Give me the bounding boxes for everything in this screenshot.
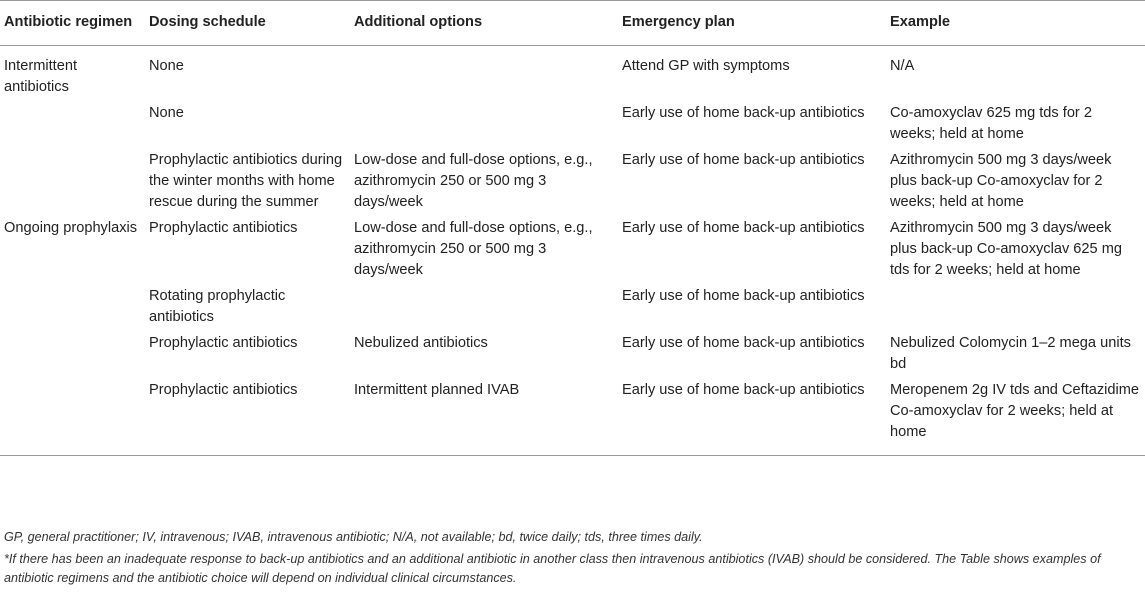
cell-dosing: None xyxy=(149,58,184,74)
cell-options: Low-dose and full-dose options, e.g., azithromycin 250 or 500 mg 3 days/week xyxy=(354,152,593,210)
table-row xyxy=(0,103,1145,150)
header-emergency-plan: Emergency plan xyxy=(618,1,886,46)
table-row xyxy=(0,150,1145,218)
header-antibiotic-regimen: Antibiotic regimen xyxy=(0,1,145,46)
table-row xyxy=(0,286,1145,333)
table-row xyxy=(0,46,1145,104)
cell-dosing: Prophylactic antibiotics xyxy=(149,382,298,398)
cell-emergency: Early use of home back-up antibiotics xyxy=(622,382,865,398)
table-footnotes xyxy=(4,528,1142,588)
cell-emergency: Early use of home back-up antibiotics xyxy=(622,288,865,304)
cell-emergency: Attend GP with symptoms xyxy=(622,58,790,74)
table-row xyxy=(0,380,1145,455)
cell-options xyxy=(350,286,618,333)
cell-options: Low-dose and full-dose options, e.g., azithromycin 250 or 500 mg 3 days/week xyxy=(354,220,593,278)
header-row xyxy=(0,1,1145,46)
cell-dosing: Prophylactic antibiotics during the winter months with home rescue during the summer xyxy=(149,152,343,210)
cell-options: Nebulized antibiotics xyxy=(354,335,488,351)
header-additional-options: Additional options xyxy=(350,1,618,46)
cell-regimen: Ongoing prophylaxis xyxy=(4,220,138,236)
cell-dosing: Prophylactic antibiotics xyxy=(149,335,298,351)
cell-regimen: Intermittent antibiotics xyxy=(4,58,77,95)
cell-example: Azithromycin 500 mg 3 days/week plus back-up Co-amoxyclav 625 mg tds for 2 weeks; held at home xyxy=(890,220,1122,278)
header-example: Example xyxy=(886,1,1145,46)
cell-example: Meropenem 2g IV tds and Ceftazidime Co-amoxyclav for 2 weeks; held at home xyxy=(890,382,1140,440)
footnote-abbreviations: GP, general practitioner; IV, intravenous; IVAB, intravenous antibiotic; N/A, not available; bd, twice daily; tds, three times daily. xyxy=(4,530,703,544)
cell-example: Nebulized Colomycin 1–2 mega units bd xyxy=(890,335,1131,372)
footnote-note: *If there has been an inadequate response to back-up antibiotics and an additional antibiotic in another class then intravenous antibiotics (IVAB) should be considered. The Table shows examples of antibiotic regimens and the antibiotic choice will depend on individual clinical circumstances. xyxy=(4,552,1101,585)
cell-emergency: Early use of home back-up antibiotics xyxy=(622,105,865,121)
table-row xyxy=(0,333,1145,380)
cell-dosing: Prophylactic antibiotics xyxy=(149,220,298,236)
cell-regimen xyxy=(0,150,145,218)
cell-example: Azithromycin 500 mg 3 days/week plus back-up Co-amoxyclav for 2 weeks; held at home xyxy=(890,152,1112,210)
cell-example: Co-amoxyclav 625 mg tds for 2 weeks; held at home xyxy=(890,105,1092,142)
cell-example xyxy=(886,286,1145,333)
cell-regimen xyxy=(0,380,145,455)
cell-dosing: Rotating prophylactic antibiotics xyxy=(149,288,286,325)
cell-regimen xyxy=(0,286,145,333)
cell-dosing: None xyxy=(149,105,184,121)
cell-regimen xyxy=(0,333,145,380)
table-row xyxy=(0,218,1145,286)
cell-regimen xyxy=(0,103,145,150)
cell-options xyxy=(350,103,618,150)
table-bottom-rule xyxy=(0,455,1145,456)
cell-emergency: Early use of home back-up antibiotics xyxy=(622,152,865,168)
table-header xyxy=(0,1,1145,46)
cell-options: Intermittent planned IVAB xyxy=(354,382,520,398)
cell-options xyxy=(350,46,618,104)
header-dosing-schedule: Dosing schedule xyxy=(145,1,350,46)
cell-example: N/A xyxy=(890,58,915,74)
table-body xyxy=(0,46,1145,456)
cell-emergency: Early use of home back-up antibiotics xyxy=(622,335,865,351)
cell-emergency: Early use of home back-up antibiotics xyxy=(622,220,865,236)
